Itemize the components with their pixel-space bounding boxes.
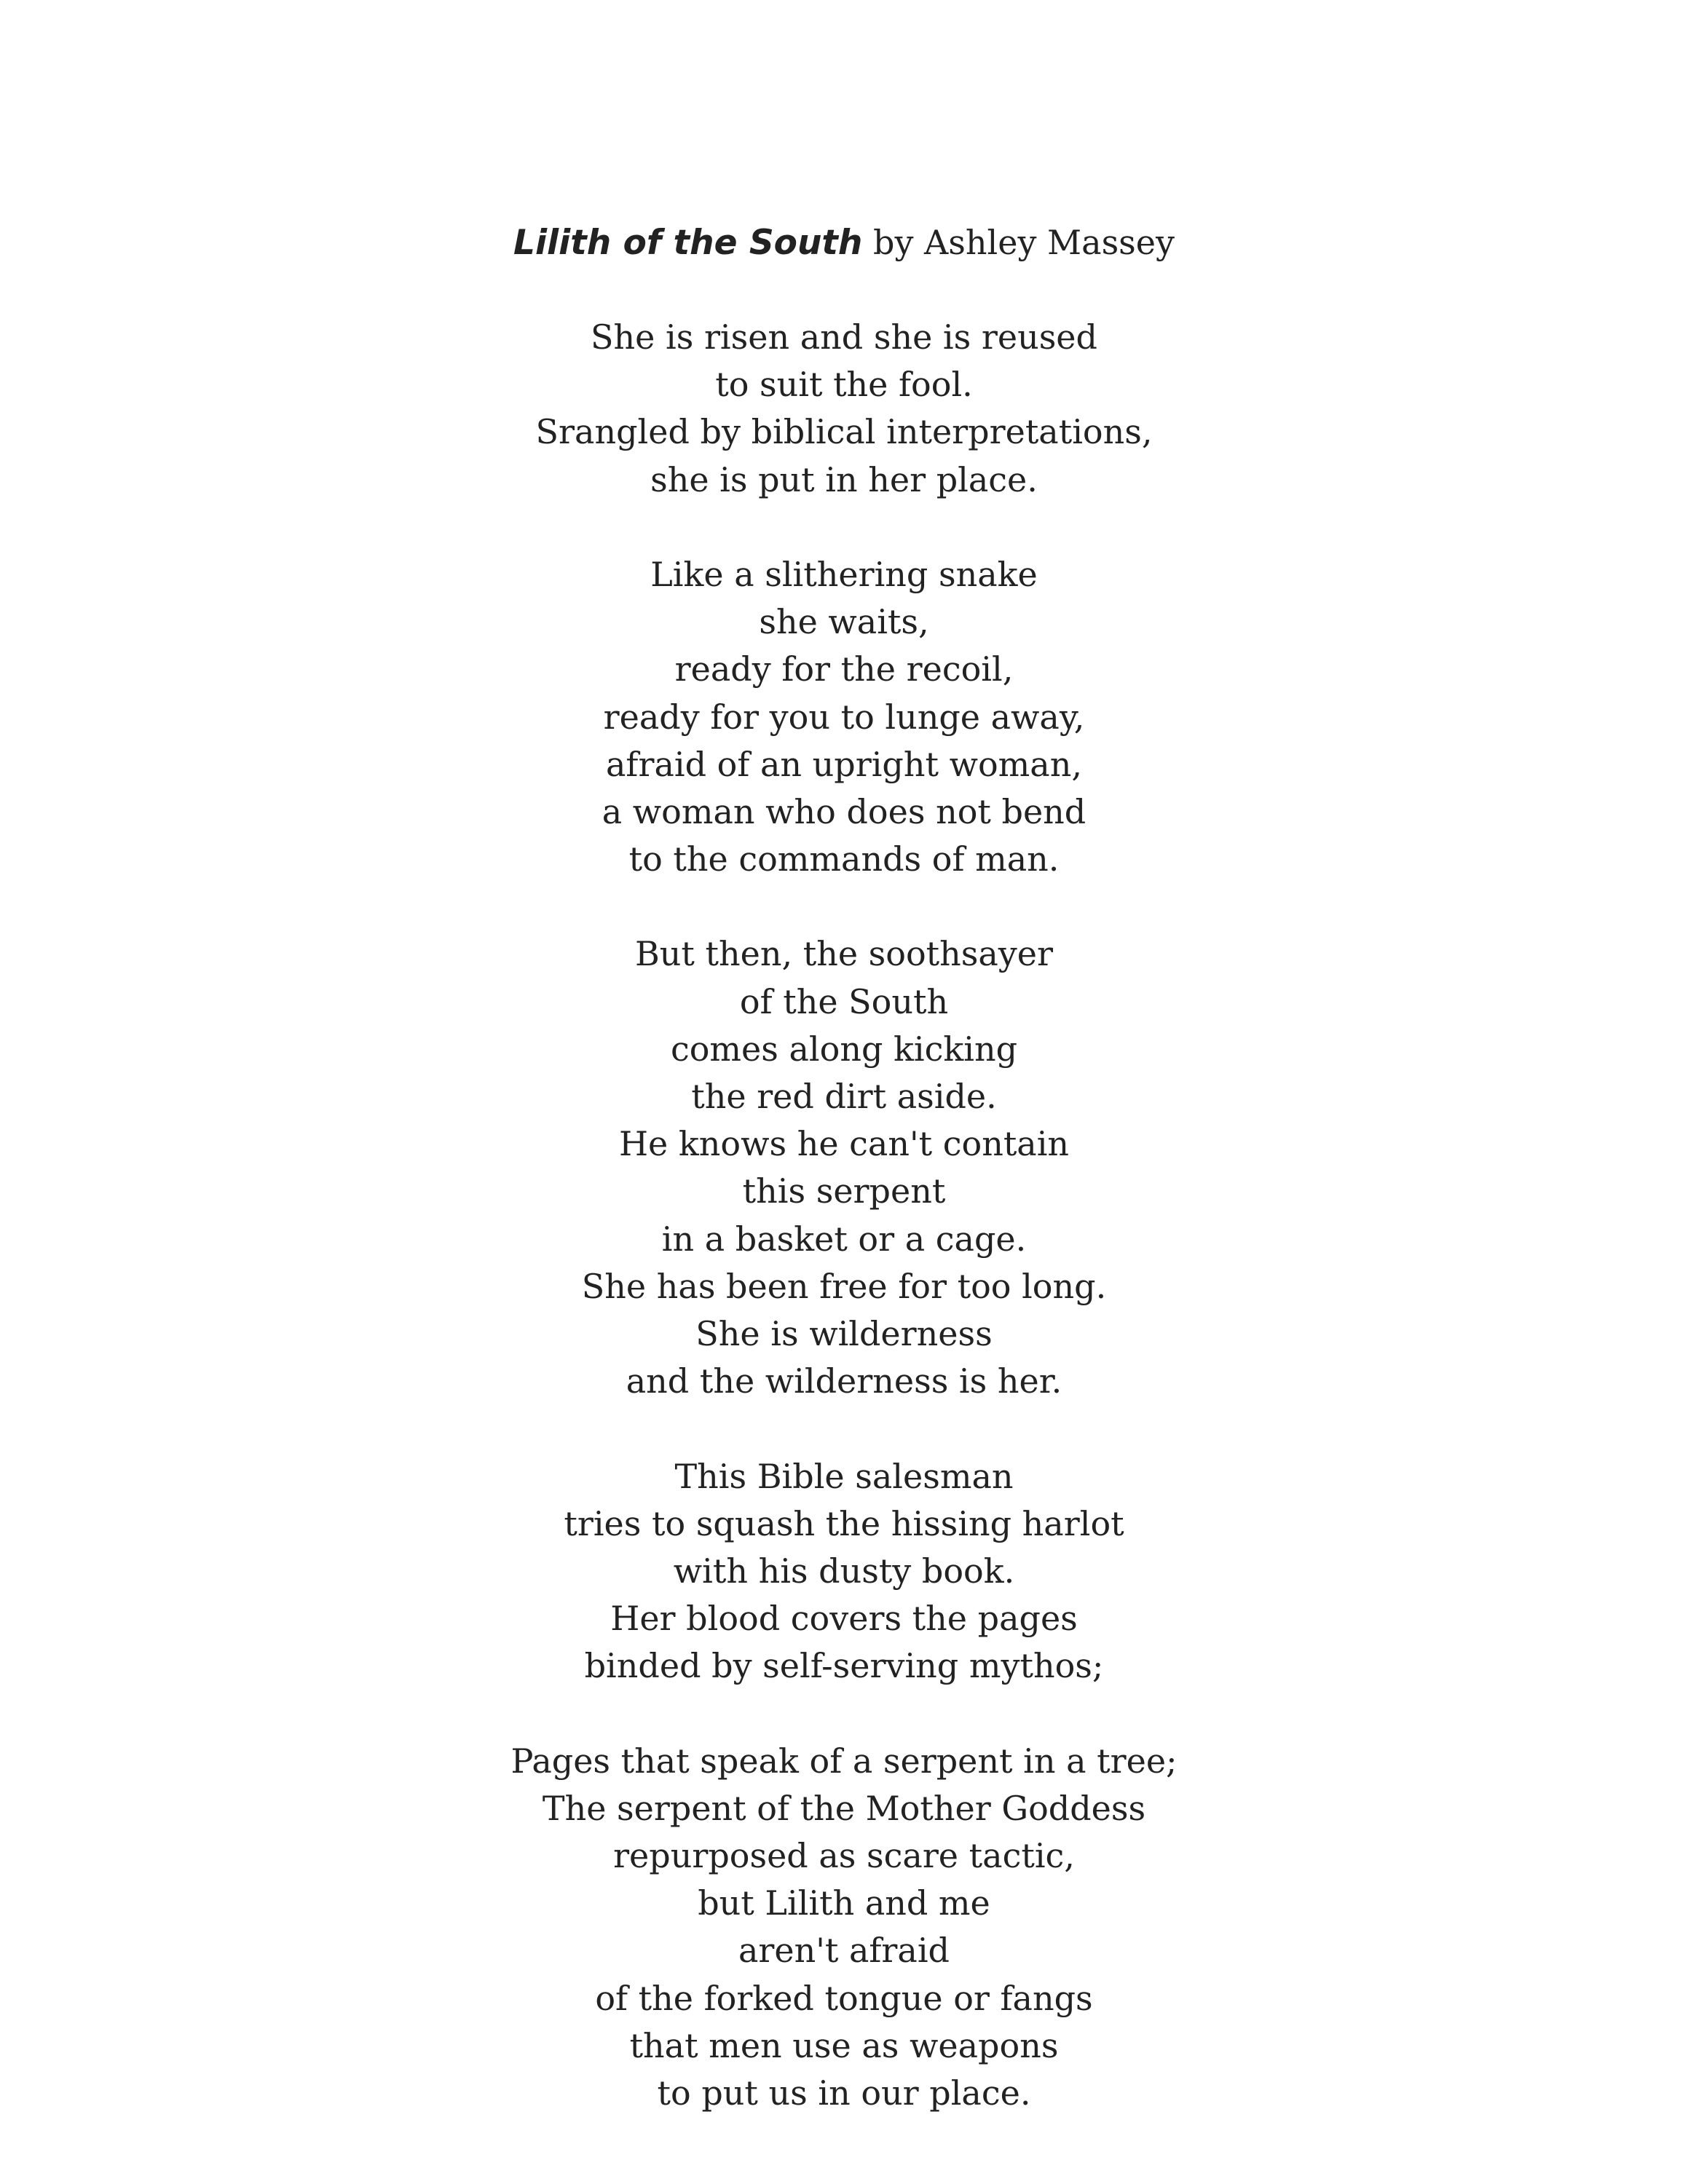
poem-line: to put us in our place. [657, 2073, 1031, 2113]
poem-line: ready for you to lunge away, [603, 697, 1085, 737]
poem-byline: by Ashley Massey [873, 223, 1175, 262]
poem-line: She has been free for too long. [581, 1266, 1107, 1306]
stanza [0, 1738, 1688, 2118]
poem-line: She is risen and she is reused [591, 317, 1097, 357]
poem-line: She is wilderness [695, 1313, 993, 1353]
poem-line: Her blood covers the pages [610, 1599, 1078, 1639]
poem-line: and the wilderness is her. [626, 1361, 1062, 1401]
poem-line: tries to squash the hissing harlot [564, 1503, 1124, 1543]
poem-line: of the South [739, 981, 949, 1021]
poem-line: afraid of an upright woman, [606, 744, 1082, 784]
poem-line: repurposed as scare tactic, [613, 1836, 1075, 1875]
stanza [0, 314, 1688, 504]
poem-line: He knows he can't contain [618, 1124, 1070, 1164]
poem-line: But then, the soothsayer [634, 934, 1054, 974]
poem-line: that men use as weapons [629, 2025, 1059, 2065]
poem-line: Like a slithering snake [650, 554, 1038, 594]
poem-line: to the commands of man. [628, 839, 1060, 879]
poem-body [0, 314, 1688, 2164]
poem-line: Srangled by biblical interpretations, [535, 412, 1153, 452]
poem-line: This Bible salesman [674, 1456, 1014, 1496]
poem-title: Lilith of the South [513, 223, 863, 263]
stanza [0, 930, 1688, 1405]
poem-line: ready for the recoil, [674, 649, 1014, 689]
poem-line: she waits, [759, 602, 929, 642]
poem-line: The serpent of the Mother Goddess [542, 1788, 1146, 1828]
poem-heading [0, 218, 1688, 267]
poem-line: the red dirt aside. [691, 1077, 997, 1116]
poem-line: this serpent [742, 1171, 946, 1211]
poem-line: comes along kicking [670, 1029, 1018, 1069]
poem-line: binded by self-serving mythos; [584, 1646, 1104, 1686]
poem-line: Pages that speak of a serpent in a tree; [510, 1741, 1178, 1781]
stanza [0, 1453, 1688, 1690]
poem-line: to suit the fool. [715, 365, 973, 405]
poem-line: in a basket or a cage. [661, 1219, 1027, 1259]
poem-line: aren't afraid [738, 1931, 950, 1971]
poem-line: she is put in her place. [650, 459, 1038, 499]
poem-line: but Lilith and me [698, 1883, 990, 1923]
stanza [0, 551, 1688, 883]
poem-line: with his dusty book. [673, 1551, 1015, 1591]
poem-line: a woman who does not bend [602, 791, 1086, 831]
poem-line: of the forked tongue or fangs [595, 1978, 1093, 2018]
